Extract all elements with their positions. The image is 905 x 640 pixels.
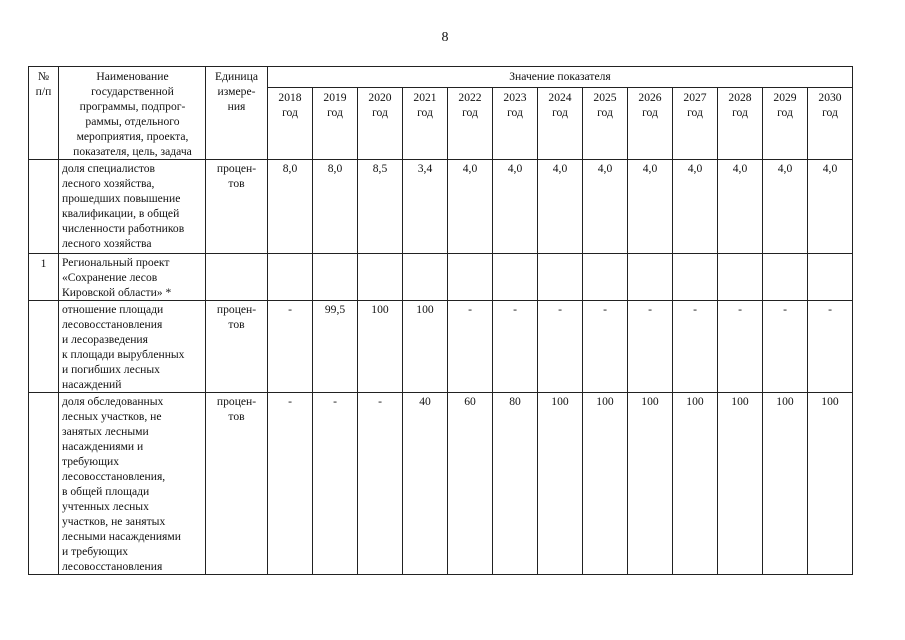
value-text: - xyxy=(513,303,517,316)
year-suffix: год xyxy=(597,106,613,120)
value-2026 xyxy=(628,254,673,301)
unit-cell xyxy=(206,160,268,254)
value-2028 xyxy=(718,160,763,254)
value-text: 100 xyxy=(641,395,659,408)
value-2023 xyxy=(493,301,538,393)
value-2030 xyxy=(808,254,853,301)
header-num-label: № п/п xyxy=(35,70,52,98)
value-2030 xyxy=(808,160,853,254)
value-2024 xyxy=(538,254,583,301)
table-row xyxy=(29,301,853,393)
indicator-name-text: доля обследованных лесных участков, не занятых лесными насаждениями и требующих лесовосстановления, в общей площади учтенных лесных участков, не занятых лесными насаждениями и требующих лесовосстановления xyxy=(62,395,181,573)
value-2018 xyxy=(268,301,313,393)
value-2027 xyxy=(673,393,718,575)
year-label: 2021 xyxy=(413,91,437,105)
value-2018 xyxy=(268,254,313,301)
header-value-label: Значение показателя xyxy=(509,70,611,83)
header-year-2023 xyxy=(493,88,538,160)
value-text: 100 xyxy=(686,395,704,408)
value-2018 xyxy=(268,393,313,575)
value-text: 4,0 xyxy=(822,162,838,175)
value-2030 xyxy=(808,301,853,393)
year-suffix: год xyxy=(327,106,343,120)
value-2029 xyxy=(763,301,808,393)
value-2021 xyxy=(403,301,448,393)
value-2029 xyxy=(763,160,808,254)
header-name-label: Наименование государственной программы, подпрог- раммы, отдельного мероприятия, проекта, показателя, цель, задача xyxy=(73,70,192,158)
value-2026 xyxy=(628,393,673,575)
value-2022 xyxy=(448,301,493,393)
value-text: 8,0 xyxy=(327,162,343,175)
indicator-name-text: отношение площади лесовосстановления и лесоразведения к площади вырубленных и погибших лесных насаждений xyxy=(62,303,185,391)
value-text: 4,0 xyxy=(732,162,748,175)
header-unit-label: Единица измере- ния xyxy=(215,70,258,113)
year-suffix: год xyxy=(507,106,523,120)
value-2020 xyxy=(358,160,403,254)
value-2029 xyxy=(763,254,808,301)
value-2024 xyxy=(538,393,583,575)
indicator-name-text: доля специалистов лесного хозяйства, прошедших повышение квалификации, в общей численности работников лесного хозяйства xyxy=(62,162,185,250)
value-2018 xyxy=(268,160,313,254)
value-2019 xyxy=(313,393,358,575)
header-year-2020 xyxy=(358,88,403,160)
year-label: 2028 xyxy=(728,91,752,105)
value-2019 xyxy=(313,254,358,301)
value-text: 60 xyxy=(464,395,476,408)
unit-text xyxy=(206,254,267,255)
value-text: 4,0 xyxy=(777,162,793,175)
year-suffix: год xyxy=(777,106,793,120)
year-label: 2029 xyxy=(773,91,797,105)
value-text: - xyxy=(738,303,742,316)
header-year-2029 xyxy=(763,88,808,160)
header-value xyxy=(268,67,853,88)
value-text xyxy=(808,254,852,255)
year-label: 2025 xyxy=(593,91,617,105)
value-2030 xyxy=(808,393,853,575)
unit-cell xyxy=(206,301,268,393)
year-label: 2030 xyxy=(818,91,842,105)
year-label: 2020 xyxy=(368,91,392,105)
year-suffix: год xyxy=(642,106,658,120)
value-2027 xyxy=(673,160,718,254)
year-suffix: год xyxy=(417,106,433,120)
value-text: 8,0 xyxy=(282,162,298,175)
page-number: 8 xyxy=(441,30,449,45)
value-text: - xyxy=(468,303,472,316)
value-text: - xyxy=(288,303,292,316)
header-year-2025 xyxy=(583,88,628,160)
header-unit xyxy=(206,67,268,160)
value-2019 xyxy=(313,301,358,393)
value-text xyxy=(313,254,357,255)
year-label: 2026 xyxy=(638,91,662,105)
value-text: 100 xyxy=(821,395,839,408)
year-suffix: год xyxy=(822,106,838,120)
value-text: 8,5 xyxy=(372,162,388,175)
value-2028 xyxy=(718,301,763,393)
value-2025 xyxy=(583,301,628,393)
row-number xyxy=(29,393,59,575)
value-text: 99,5 xyxy=(324,303,346,316)
year-label: 2018 xyxy=(278,91,302,105)
value-text: 100 xyxy=(551,395,569,408)
year-suffix: год xyxy=(462,106,478,120)
year-suffix: год xyxy=(732,106,748,120)
value-2023 xyxy=(493,393,538,575)
year-suffix: год xyxy=(372,106,388,120)
unit-cell xyxy=(206,254,268,301)
indicator-name xyxy=(59,254,206,301)
value-2022 xyxy=(448,254,493,301)
value-text: - xyxy=(693,303,697,316)
value-2028 xyxy=(718,254,763,301)
value-text: 40 xyxy=(419,395,431,408)
value-text: 100 xyxy=(776,395,794,408)
value-text: 4,0 xyxy=(507,162,523,175)
row-number-text xyxy=(29,301,58,303)
row-number-text xyxy=(29,393,58,395)
row-number xyxy=(29,160,59,254)
row-number xyxy=(29,254,59,301)
header-year-2019 xyxy=(313,88,358,160)
unit-text: процен- тов xyxy=(216,303,257,331)
value-text xyxy=(763,254,807,255)
row-number-text: 1 xyxy=(40,257,47,270)
indicator-name xyxy=(59,393,206,575)
value-text: 4,0 xyxy=(597,162,613,175)
value-text: 100 xyxy=(731,395,749,408)
value-2019 xyxy=(313,160,358,254)
value-2021 xyxy=(403,254,448,301)
value-text: 100 xyxy=(416,303,434,316)
row-number-text xyxy=(29,160,58,162)
table-row xyxy=(29,254,853,301)
header-year-2018 xyxy=(268,88,313,160)
value-text: 4,0 xyxy=(552,162,568,175)
value-2026 xyxy=(628,160,673,254)
row-number xyxy=(29,301,59,393)
value-2022 xyxy=(448,160,493,254)
year-label: 2019 xyxy=(323,91,347,105)
indicator-name xyxy=(59,301,206,393)
value-text: - xyxy=(603,303,607,316)
value-2023 xyxy=(493,254,538,301)
unit-text: процен- тов xyxy=(216,162,257,190)
year-label: 2022 xyxy=(458,91,482,105)
header-year-2030 xyxy=(808,88,853,160)
value-2020 xyxy=(358,254,403,301)
value-2027 xyxy=(673,254,718,301)
value-text: - xyxy=(378,395,382,408)
value-text xyxy=(628,254,672,255)
header-year-2021 xyxy=(403,88,448,160)
value-2025 xyxy=(583,254,628,301)
value-text xyxy=(448,254,492,255)
value-2020 xyxy=(358,301,403,393)
value-text: - xyxy=(288,395,292,408)
value-2027 xyxy=(673,301,718,393)
value-2026 xyxy=(628,301,673,393)
unit-text: процен- тов xyxy=(216,395,257,423)
value-text: - xyxy=(558,303,562,316)
year-suffix: год xyxy=(552,106,568,120)
value-text: 3,4 xyxy=(417,162,433,175)
value-text: - xyxy=(783,303,787,316)
value-2020 xyxy=(358,393,403,575)
header-year-2026 xyxy=(628,88,673,160)
value-text: 80 xyxy=(509,395,521,408)
indicator-name xyxy=(59,160,206,254)
year-suffix: год xyxy=(282,106,298,120)
value-2025 xyxy=(583,160,628,254)
table-row xyxy=(29,160,853,254)
value-2028 xyxy=(718,393,763,575)
value-text: - xyxy=(828,303,832,316)
header-year-2024 xyxy=(538,88,583,160)
value-text: - xyxy=(333,395,337,408)
value-2029 xyxy=(763,393,808,575)
value-text: 4,0 xyxy=(687,162,703,175)
header-year-2022 xyxy=(448,88,493,160)
header-name xyxy=(59,67,206,160)
indicator-table xyxy=(28,66,853,575)
year-label: 2024 xyxy=(548,91,572,105)
value-text xyxy=(493,254,537,255)
year-label: 2027 xyxy=(683,91,707,105)
year-suffix: год xyxy=(687,106,703,120)
value-2023 xyxy=(493,160,538,254)
year-label: 2023 xyxy=(503,91,527,105)
value-text: 100 xyxy=(596,395,614,408)
value-text: - xyxy=(648,303,652,316)
indicator-name-text: Региональный проект «Сохранение лесов Кировской области» * xyxy=(62,256,172,299)
value-2025 xyxy=(583,393,628,575)
value-text xyxy=(583,254,627,255)
value-text: 100 xyxy=(371,303,389,316)
table-row xyxy=(29,393,853,575)
value-text xyxy=(358,254,402,255)
header-num xyxy=(29,67,59,160)
value-text: 4,0 xyxy=(462,162,478,175)
header-year-2028 xyxy=(718,88,763,160)
header-year-2027 xyxy=(673,88,718,160)
value-2021 xyxy=(403,393,448,575)
value-text xyxy=(718,254,762,255)
value-text xyxy=(403,254,447,255)
value-2022 xyxy=(448,393,493,575)
unit-cell xyxy=(206,393,268,575)
value-text xyxy=(538,254,582,255)
value-2024 xyxy=(538,301,583,393)
value-text xyxy=(268,254,312,255)
value-2021 xyxy=(403,160,448,254)
value-2024 xyxy=(538,160,583,254)
value-text xyxy=(673,254,717,255)
value-text: 4,0 xyxy=(642,162,658,175)
